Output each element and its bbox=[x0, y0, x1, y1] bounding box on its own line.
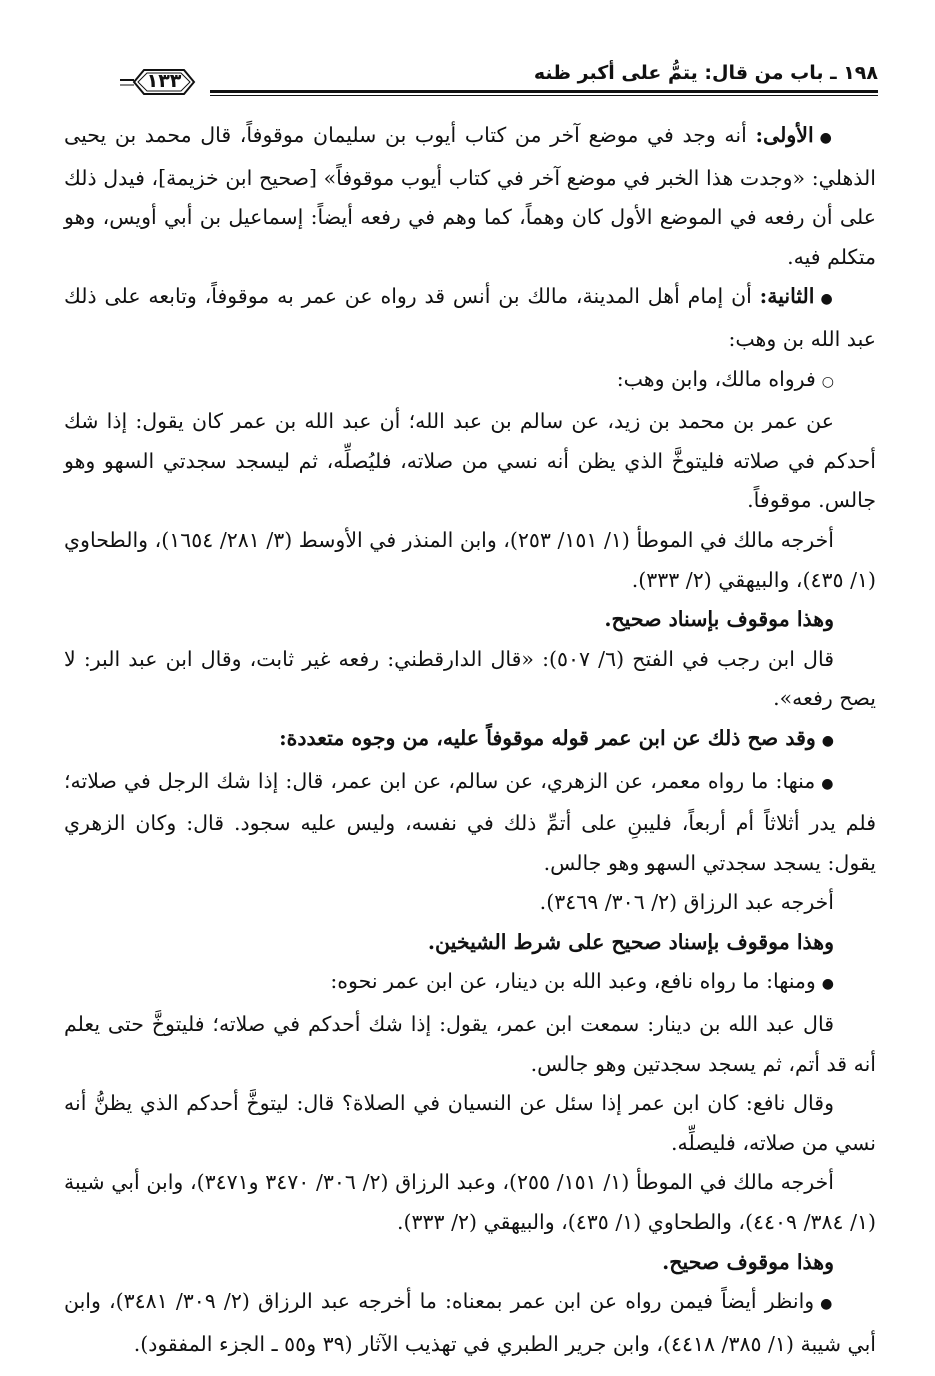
bullet-icon: ● bbox=[821, 775, 834, 792]
bullet-icon: ● bbox=[819, 130, 834, 146]
paragraph-3 bbox=[64, 360, 876, 403]
paragraph-7 bbox=[64, 640, 876, 719]
paragraph-17 bbox=[64, 1282, 876, 1364]
page-body bbox=[64, 116, 876, 1364]
paragraph-text: أخرجه مالك في الموطأ (١/ ١٥١/ ٢٥٥)، وعبد الرزاق (٢/ ٣٠٦/ ٣٤٧٠ و٣٤٧١)، وابن أبي شيبة (١/ ٣٨٤/ ٤٤٠٩)، والطحاوي (١/ ٤٣٥)، والبيهقي (٢/ ٣٣٣). bbox=[64, 1170, 876, 1235]
paragraph-4 bbox=[64, 402, 876, 521]
bullet-icon: ● bbox=[821, 976, 834, 993]
page-number: ١٣٣ bbox=[146, 70, 182, 92]
circle-bullet-icon: ○ bbox=[821, 373, 834, 390]
paragraph-8 bbox=[64, 719, 876, 762]
paragraph-text: وهذا موقوف بإسناد صحيح. bbox=[604, 607, 834, 632]
paragraph-12 bbox=[64, 962, 876, 1005]
running-header bbox=[70, 58, 878, 98]
paragraph-text: فرواه مالك، وابن وهب: bbox=[616, 366, 816, 391]
header-rule bbox=[210, 90, 878, 93]
paragraph-text: أخرجه عبد الرزاق (٢/ ٣٠٦/ ٣٤٦٩). bbox=[539, 890, 834, 915]
paragraph-text: قال عبد الله بن دينار: سمعت ابن عمر، يقول: إذا شك أحدكم في صلاته؛ فليتوخَّ حتى يعلم أنه قد أتم، ثم يسجد سجدتين وهو جالس. bbox=[64, 1012, 876, 1076]
paragraph-16 bbox=[64, 1243, 876, 1283]
paragraph-text: أخرجه مالك في الموطأ (١/ ١٥١/ ٢٥٣)، وابن المنذر في الأوسط (٣/ ٢٨١/ ١٦٥٤)، والطحاوي (١/ ٤٣٥)، والبيهقي (٢/ ٣٣٣). bbox=[64, 527, 876, 592]
paragraph-lead: الأولى: bbox=[755, 123, 814, 147]
paragraph-14 bbox=[64, 1084, 876, 1163]
paragraph-13 bbox=[64, 1005, 876, 1084]
paragraph-15 bbox=[64, 1163, 876, 1242]
bullet-icon: ● bbox=[821, 732, 834, 749]
paragraph-text: أن إمام أهل المدينة، مالك بن أنس قد رواه عن عمر به موقوفاً، وتابعه على ذلك عبد الله بن وهب: bbox=[64, 284, 876, 351]
page-number-badge bbox=[120, 64, 208, 100]
paragraph-text: وقال نافع: كان ابن عمر إذا سئل عن النسيان في الصلاة؟ قال: ليتوخَّ أحدكم الذي يظنُّ أنه نسي من صلاته، فليصلِّه. bbox=[64, 1091, 876, 1155]
paragraph-1 bbox=[64, 116, 876, 277]
bullet-icon: ● bbox=[820, 1296, 834, 1313]
header-rule-thin bbox=[210, 95, 878, 96]
paragraph-5 bbox=[64, 521, 876, 600]
paragraph-2 bbox=[64, 277, 876, 359]
paragraph-10 bbox=[64, 883, 876, 923]
paragraph-text: وقد صح ذلك عن ابن عمر قوله موقوفاً عليه، من وجوه متعددة: bbox=[279, 725, 816, 750]
bullet-icon: ● bbox=[820, 291, 834, 308]
paragraph-6 bbox=[64, 600, 876, 640]
paragraph-9 bbox=[64, 762, 876, 884]
paragraph-text: قال ابن رجب في الفتح (٦/ ٥٠٧): «قال الدارقطني: رفعه غير ثابت، وقال ابن عبد البر: لا يصح رفعه». bbox=[64, 646, 876, 711]
paragraph-11 bbox=[64, 923, 876, 963]
paragraph-text: ومنها: ما رواه نافع، وعبد الله بن دينار، عن ابن عمر نحوه: bbox=[330, 969, 816, 994]
paragraph-lead: الثانية: bbox=[759, 284, 815, 309]
paragraph-text: عن عمر بن محمد بن زيد، عن سالم بن عبد الله؛ أن عبد الله بن عمر كان يقول: إذا شك أحدكم في صلاته فليتوخَّ الذي يظن أنه نسي من صلاته، فليُصلِّه، ثم ليسجد سجدتي السهو وهو جالس. موقوفاً. bbox=[64, 409, 876, 513]
paragraph-text: وهذا موقوف صحيح. bbox=[662, 1249, 834, 1274]
paragraph-text: منها: ما رواه معمر، عن الزهري، عن سالم، عن ابن عمر، قال: إذا شك الرجل في صلاته؛ فلم يدر أثلاثاً أم أربعاً، فليبنِ على أتمِّ ذلك في نفسه، وليس عليه سجود. قال: وكان الزهري يقول: يسجد سجدتي السهو وهو جالس. bbox=[64, 768, 876, 875]
paragraph-text: أنه وجد في موضع آخر من كتاب أيوب بن سليمان موقوفاً، قال محمد بن يحيى الذهلي: «وجدت هذا الخبر في موضع آخر في كتاب أيوب موقوفاً» [صحيح ابن خزيمة]، فيدل ذلك على أن رفعه في الموضع الأول كان وهماً، كما وهم في رفعه أيضاً: إسماعيل بن أبي أويس، وهو متكلم فيه. bbox=[64, 123, 876, 269]
paragraph-text: وهذا موقوف بإسناد صحيح على شرط الشيخين. bbox=[427, 929, 834, 954]
paragraph-text: وانظر أيضاً فيمن رواه عن ابن عمر بمعناه: ما أخرجه عبد الرزاق (٢/ ٣٠٩/ ٣٤٨١)، وابن أبي شيبة (١/ ٣٨٥/ ٤٤١٨)، وابن جرير الطبري في تهذيب الآثار (٣٩ و٥٥ ـ الجزء المفقود). bbox=[64, 1289, 876, 1356]
chapter-title: ١٩٨ ـ باب من قال: يتمُّ على أكبر ظنه bbox=[533, 62, 878, 84]
